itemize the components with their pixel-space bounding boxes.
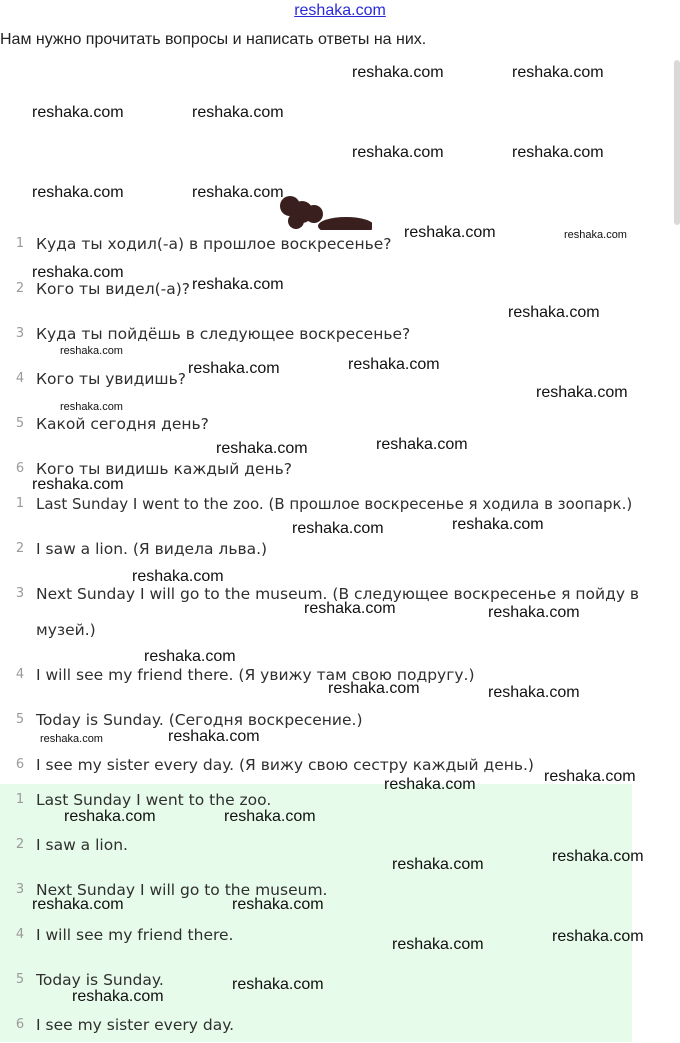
answer-text: I will see my friend there. [36, 926, 234, 944]
watermark-text: reshaka.com [144, 648, 236, 665]
watermark-text: reshaka.com [384, 776, 476, 793]
ink-blot-image [276, 190, 372, 230]
item-number: 6 [15, 1017, 25, 1032]
watermark-text: reshaka.com [192, 184, 284, 201]
item-number: 6 [15, 757, 25, 772]
item-number: 5 [15, 416, 25, 431]
intro-text: Нам нужно прочитать вопросы и написать ответы на них. [0, 31, 427, 48]
item-number: 4 [15, 667, 25, 682]
answer-text: Today is Sunday. (Сегодня воскресение.) [36, 711, 363, 729]
watermark-text: reshaka.com [544, 768, 636, 785]
watermark-text: reshaka.com [64, 808, 156, 825]
watermark-text: reshaka.com [488, 604, 580, 621]
watermark-text: reshaka.com [40, 733, 103, 745]
answer-text: Next Sunday I will go to the museum. (В следующее воскресенье я пойду в музей.) [36, 585, 640, 639]
question-text: Куда ты ходил(-а) в прошлое воскресенье? [36, 235, 392, 253]
item-number: 4 [15, 927, 25, 942]
watermark-text: reshaka.com [552, 848, 644, 865]
item-number: 5 [15, 972, 25, 987]
watermark-text: reshaka.com [224, 808, 316, 825]
watermark-text: reshaka.com [132, 568, 224, 585]
answer-text: Today is Sunday. [36, 971, 164, 989]
watermark-text: reshaka.com [168, 728, 260, 745]
watermark-text: reshaka.com [512, 144, 604, 161]
watermark-text: reshaka.com [32, 476, 124, 493]
item-number: 2 [15, 541, 25, 556]
watermark-text: reshaka.com [552, 928, 644, 945]
watermark-text: reshaka.com [512, 64, 604, 81]
watermark-text: reshaka.com [60, 401, 123, 413]
watermark-text: reshaka.com [72, 988, 164, 1005]
item-number: 5 [15, 712, 25, 727]
watermark-text: reshaka.com [376, 436, 468, 453]
watermark-text: reshaka.com [60, 345, 123, 357]
watermark-text: reshaka.com [564, 229, 627, 241]
watermark-text: reshaka.com [32, 104, 124, 121]
watermark-text: reshaka.com [328, 680, 420, 697]
item-number: 1 [15, 236, 25, 251]
answer-text: Last Sunday I went to the zoo. (В прошлое воскресенье я ходила в зоопарк.) [36, 495, 633, 513]
answer-text: I saw a lion. (Я видела льва.) [36, 540, 268, 558]
item-number: 4 [15, 371, 25, 386]
watermark-text: reshaka.com [232, 976, 324, 993]
watermark-text: reshaka.com [536, 384, 628, 401]
watermark-text: reshaka.com [508, 304, 600, 321]
item-number: 1 [15, 792, 25, 807]
answer-text: Last Sunday I went to the zoo. [36, 791, 272, 809]
watermark-text: reshaka.com [32, 264, 124, 281]
item-number: 2 [15, 837, 25, 852]
site-link[interactable]: reshaka.com [294, 2, 386, 19]
watermark-text: reshaka.com [404, 224, 496, 241]
answer-text: I see my sister every day. (Я вижу свою сестру каждый день.) [36, 756, 534, 774]
watermark-text: reshaka.com [232, 896, 324, 913]
watermark-text: reshaka.com [452, 516, 544, 533]
answer-text: I will see my friend there. (Я увижу там свою подругу.) [36, 666, 475, 684]
question-text: Кого ты увидишь? [36, 370, 186, 388]
watermark-text: reshaka.com [392, 856, 484, 873]
watermark-text: reshaka.com [192, 276, 284, 293]
watermark-text: reshaka.com [292, 520, 384, 537]
watermark-text: reshaka.com [192, 104, 284, 121]
watermark-text: reshaka.com [304, 600, 396, 617]
answer-text: I saw a lion. [36, 836, 128, 854]
scrollbar[interactable] [674, 60, 680, 225]
question-text: Какой сегодня день? [36, 415, 209, 433]
watermark-text: reshaka.com [32, 184, 124, 201]
watermark-text: reshaka.com [32, 896, 124, 913]
question-text: Куда ты пойдёшь в следующее воскресенье? [36, 325, 411, 343]
watermark-text: reshaka.com [392, 936, 484, 953]
item-number: 2 [15, 281, 25, 296]
watermark-text: reshaka.com [216, 440, 308, 457]
item-number: 6 [15, 461, 25, 476]
answer-text: Next Sunday I will go to the museum. [36, 881, 328, 899]
item-number: 3 [15, 326, 25, 341]
watermark-text: reshaka.com [352, 144, 444, 161]
watermark-text: reshaka.com [348, 356, 440, 373]
item-number: 3 [15, 586, 25, 601]
watermark-text: reshaka.com [488, 684, 580, 701]
answer-text: I see my sister every day. [36, 1016, 235, 1034]
question-text: Кого ты видел(-а)? [36, 280, 191, 298]
watermark-text: reshaka.com [352, 64, 444, 81]
item-number: 1 [15, 496, 25, 511]
item-number: 3 [15, 882, 25, 897]
question-text: Кого ты видишь каждый день? [36, 460, 293, 478]
watermark-text: reshaka.com [188, 360, 280, 377]
